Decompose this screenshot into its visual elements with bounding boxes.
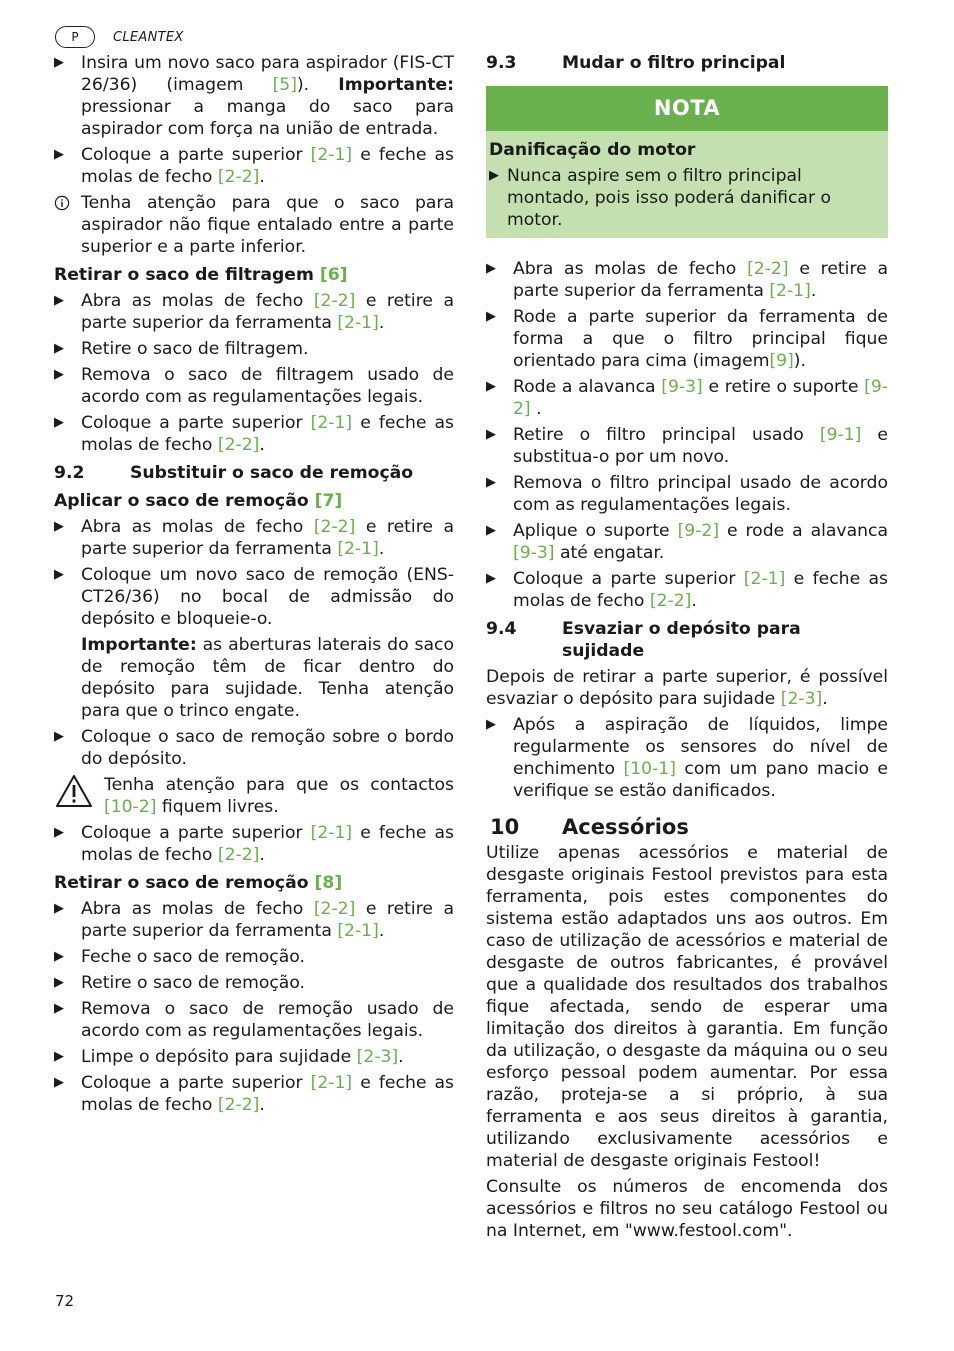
instruction-step xyxy=(54,1072,454,1116)
bullet-arrow-icon: ▶ xyxy=(486,571,496,586)
page-header xyxy=(55,25,184,49)
figure-reference: [2-2] xyxy=(313,899,356,919)
text-run: Retire o filtro principal usado xyxy=(513,425,820,445)
right-column xyxy=(486,52,888,1246)
text-run: ). xyxy=(296,75,339,95)
instruction-step xyxy=(486,568,888,612)
instruction-text xyxy=(81,339,308,359)
bullet-arrow-icon: ▶ xyxy=(54,1001,64,1016)
text-run: e retire o suporte xyxy=(702,377,865,397)
instruction-step xyxy=(486,714,888,802)
bullet-arrow-icon: ▶ xyxy=(54,55,64,70)
instruction-step xyxy=(54,564,454,630)
subheading-remove-filter-bag: Retirar o saco de filtragem [6] xyxy=(54,265,348,285)
apply-disposal-bag-steps-b xyxy=(54,726,454,770)
instruction-text xyxy=(81,53,454,139)
remove-disposal-bag-steps xyxy=(54,898,454,1116)
instruction-step xyxy=(54,52,454,140)
text-run: e substitua-o por um novo. xyxy=(513,425,888,467)
figure-reference: [2-2] xyxy=(649,591,692,611)
instruction-text xyxy=(513,259,888,301)
text-run: . xyxy=(259,845,265,865)
warning-note xyxy=(54,774,454,818)
bullet-arrow-icon: ▶ xyxy=(54,367,64,382)
text-run: Coloque a parte superior xyxy=(513,569,744,589)
bullet-arrow-icon: ▶ xyxy=(486,379,496,394)
text-run: Coloque um novo saco de remoção (ENS-CT26/36) no bocal de admissão do depósito e bloqueie-o. xyxy=(81,565,454,629)
instruction-text xyxy=(81,565,454,629)
text-run: . xyxy=(398,1047,404,1067)
warning-text xyxy=(104,775,454,817)
page-number: 72 xyxy=(55,1292,75,1310)
text-run: Coloque a parte superior xyxy=(81,413,311,433)
figure-reference: [10-2] xyxy=(104,797,157,817)
instruction-step xyxy=(486,376,888,420)
instruction-step xyxy=(54,290,454,334)
subheading-apply-disposal-bag: Aplicar o saco de remoção [7] xyxy=(54,491,343,511)
figure-reference: [2-1] xyxy=(743,569,786,589)
instruction-step xyxy=(54,822,454,866)
accessories-paragraph-2: Consulte os números de encomenda dos acessórios e filtros no seu catálogo Festool ou na Internet, em "www.festool.com". xyxy=(486,1177,888,1241)
instruction-text xyxy=(513,715,888,801)
bullet-arrow-icon: ▶ xyxy=(54,1075,64,1090)
text-run: Rode a alavanca xyxy=(513,377,662,397)
instruction-text xyxy=(513,521,888,563)
instruction-text xyxy=(81,365,454,407)
instruction-text xyxy=(81,947,305,967)
bullet-arrow-icon: ▶ xyxy=(486,427,496,442)
text-run: Abra as molas de fecho xyxy=(513,259,748,279)
instruction-text xyxy=(81,1047,404,1067)
figure-reference: [2-1] xyxy=(310,1073,353,1093)
nota-label: NOTA xyxy=(486,86,888,131)
important-note: Importante: as aberturas laterais do saco de remoção têm de ficar dentro do depósito para sujidade. Tenha atenção para que o trinco engate. xyxy=(81,635,454,721)
instruction-text xyxy=(81,145,454,187)
figure-reference: [9-1] xyxy=(819,425,862,445)
instruction-text xyxy=(513,569,888,611)
text-run: e retire a parte superior da ferramenta xyxy=(513,259,889,301)
figure-reference: [2-1] xyxy=(310,823,353,843)
figure-reference: [2-1] xyxy=(337,539,379,559)
nota-item: ▶ Nunca aspire sem o filtro principal montado, pois isso poderá danificar o motor. xyxy=(489,166,831,230)
text-run: ). xyxy=(793,351,806,371)
instruction-text xyxy=(81,973,305,993)
instruction-step xyxy=(54,338,454,360)
instruction-step xyxy=(54,144,454,188)
figure-reference: [2-3] xyxy=(356,1047,399,1067)
subheading-remove-disposal-bag: Retirar o saco de remoção [8] xyxy=(54,873,343,893)
section-9-2-heading: 9.2 Substituir o saco de remoção xyxy=(54,463,414,483)
instruction-step xyxy=(486,472,888,516)
text-run: . xyxy=(378,539,385,559)
text-run: com um pano macio e verifique se estão danificados. xyxy=(513,759,889,801)
figure-reference: [2-2] xyxy=(217,1095,260,1115)
text-run: . xyxy=(822,689,828,709)
text-run: e feche as molas de fecho xyxy=(81,1073,454,1115)
text-run: e retire a parte superior da ferramenta xyxy=(81,517,455,559)
section-9-4-heading: 9.4 Esvaziar o depósito para sujidade xyxy=(486,619,801,661)
text-run: . xyxy=(530,399,542,419)
text-run: até engatar. xyxy=(554,543,665,563)
instruction-step xyxy=(54,412,454,456)
instruction-text xyxy=(81,823,454,865)
text-run: . xyxy=(259,1095,265,1115)
text-run: Aplique o suporte xyxy=(513,521,678,541)
text-run: Abra as molas de fecho xyxy=(81,899,314,919)
figure-reference: [2-2] xyxy=(217,435,260,455)
text-run: Remova o filtro principal usado de acordo com as regulamentações legais. xyxy=(513,473,888,515)
bullet-arrow-icon: ▶ xyxy=(54,949,64,964)
chapter-10-heading: 10 Acessórios xyxy=(490,815,689,839)
bullet-arrow-icon: ▶ xyxy=(54,341,64,356)
text-run: e feche as molas de fecho xyxy=(81,823,454,865)
figure-reference: [9-3] xyxy=(661,377,703,397)
text-run: e retire a parte superior da ferramenta xyxy=(81,291,455,333)
text-run: Remova o saco de filtragem usado de acordo com as regulamentações legais. xyxy=(81,365,454,407)
instruction-step xyxy=(54,1046,454,1068)
bullet-arrow-icon: ▶ xyxy=(486,523,496,538)
figure-reference: [2-2] xyxy=(313,291,356,311)
apply-disposal-bag-steps xyxy=(54,516,454,630)
instruction-text xyxy=(513,307,888,371)
bullet-arrow-icon: ▶ xyxy=(486,475,496,490)
text-run: Tenha atenção para que os contactos xyxy=(104,775,454,795)
text-run: e feche as molas de fecho xyxy=(513,569,889,611)
text-run: Após a aspiração de líquidos, limpe regularmente os sensores do nível de enchimento xyxy=(513,715,888,779)
figure-reference: [9-2] xyxy=(677,521,720,541)
text-run: . xyxy=(691,591,697,611)
figure-reference: [2-2] xyxy=(217,167,260,187)
text-run: . xyxy=(259,167,265,187)
instruction-text xyxy=(81,413,454,455)
nota-title: Danificação do motor xyxy=(489,140,696,160)
bullet-arrow-icon: ▶ xyxy=(486,717,496,732)
bullet-arrow-icon: ▶ xyxy=(54,147,64,162)
figure-reference: [2-1] xyxy=(310,145,353,165)
figure-reference: [2-1] xyxy=(310,413,353,433)
instruction-step xyxy=(54,998,454,1042)
bullet-arrow-icon: ▶ xyxy=(54,825,64,840)
text-run: e rode a alavanca xyxy=(719,521,888,541)
bullet-arrow-icon: ▶ xyxy=(54,567,64,582)
instruction-text xyxy=(81,999,454,1041)
text-run: Coloque a parte superior xyxy=(81,823,311,843)
figure-reference: [2-2] xyxy=(217,845,260,865)
bullet-arrow-icon: ▶ xyxy=(54,293,64,308)
nota-box xyxy=(486,86,888,238)
text-run: . xyxy=(378,313,385,333)
instruction-text xyxy=(81,291,454,333)
instruction-text xyxy=(513,425,888,467)
text-run: Rode a parte superior da ferramenta de forma a que o filtro principal fique orientado para cima (imagem xyxy=(513,307,888,371)
section-9-4-steps xyxy=(486,714,888,802)
bullet-arrow-icon: ▶ xyxy=(54,729,64,744)
bullet-arrow-icon: ▶ xyxy=(54,901,64,916)
section-9-3-heading: 9.3 Mudar o filtro principal xyxy=(486,53,786,73)
text-run: Remova o saco de remoção usado de acordo com as regulamentações legais. xyxy=(81,999,454,1041)
figure-reference: [2-2] xyxy=(313,517,356,537)
figure-reference: [2-2] xyxy=(747,259,789,279)
info-note xyxy=(54,192,454,258)
figure-reference: [9-3] xyxy=(513,543,555,563)
instruction-text xyxy=(513,473,888,515)
bullet-arrow-icon: ▶ xyxy=(489,168,499,183)
main-filter-steps xyxy=(486,258,888,612)
bullet-arrow-icon: ▶ xyxy=(54,415,64,430)
text-run: . xyxy=(378,921,385,941)
text-run: Depois de retirar a parte superior, é possível esvaziar o depósito para sujidade xyxy=(486,667,888,709)
warning-icon xyxy=(55,774,93,814)
bullet-arrow-icon: ▶ xyxy=(486,309,496,324)
text-run: . xyxy=(259,435,265,455)
bullet-arrow-icon: ▶ xyxy=(54,1049,64,1064)
text-run: Abra as molas de fecho xyxy=(81,291,314,311)
figure-reference: [5] xyxy=(272,75,297,95)
text-run: e feche as molas de fecho xyxy=(81,413,454,455)
figure-reference: [10-1] xyxy=(623,759,676,779)
text-run: Importante: xyxy=(338,75,454,95)
language-badge: P xyxy=(55,26,95,48)
text-run: Insira um novo saco para aspirador (FIS-CT 26/36) (imagem xyxy=(81,53,454,95)
text-run: pressionar a manga do saco para aspirador com força na união de entrada. xyxy=(81,97,454,139)
text-run: Abra as molas de fecho xyxy=(81,517,314,537)
text-run: Limpe o depósito para sujidade xyxy=(81,1047,357,1067)
text-run: e feche as molas de fecho xyxy=(81,145,454,187)
instruction-step xyxy=(486,306,888,372)
text-run: Feche o saco de remoção. xyxy=(81,947,305,967)
section-9-4-paragraph xyxy=(486,666,888,710)
text-run: Retire o saco de filtragem. xyxy=(81,339,309,359)
bullet-arrow-icon: ▶ xyxy=(486,261,496,276)
text-run: . xyxy=(810,281,817,301)
text-run: fiquem livres. xyxy=(156,797,279,817)
figure-reference: [2-1] xyxy=(769,281,811,301)
figure-reference: [2-1] xyxy=(337,313,379,333)
instruction-step xyxy=(486,520,888,564)
figure-reference: [2-1] xyxy=(337,921,379,941)
info-note-text: Tenha atenção para que o saco para aspirador não fique entalado entre a parte superior e a parte inferior. xyxy=(81,193,454,257)
figure-reference: [2-3] xyxy=(780,689,823,709)
instruction-step xyxy=(486,424,888,468)
instruction-text xyxy=(513,377,888,419)
instruction-step xyxy=(54,364,454,408)
instruction-step xyxy=(54,516,454,560)
left-column xyxy=(54,52,454,1120)
info-icon xyxy=(54,192,74,219)
bullet-arrow-icon: ▶ xyxy=(54,975,64,990)
text-run: e retire a parte superior da ferramenta xyxy=(81,899,455,941)
instruction-text xyxy=(81,727,454,769)
instruction-step xyxy=(54,972,454,994)
text-run: Retire o saco de remoção. xyxy=(81,973,306,993)
instruction-step xyxy=(54,726,454,770)
product-name: CLEANTEX xyxy=(113,29,184,45)
accessories-paragraph-1: Utilize apenas acessórios e material de desgaste originais Festool previstos para esta ferramenta, pois estes componentes do sistema estão adaptados uns aos outros. Em caso de utilização de acessórios e material de desgaste de outros fabricantes, é provável que a qualidade dos resultados dos trabalhos fique afectada, sendo de esperar uma limitação dos direitos à garantia. Em função da utilização, o desgaste da máquina ou o seu esforço pessoal podem aumentar. Por essa razão, proteja-se a si próprio, à sua ferramenta e aos seus direitos à garantia, utilizando exclusivamente acessórios e material de desgaste originais Festool! xyxy=(486,843,888,1171)
instruction-text xyxy=(81,899,454,941)
nota-body xyxy=(486,131,888,238)
text-run: Coloque a parte superior xyxy=(81,1073,311,1093)
remove-filter-bag-steps xyxy=(54,290,454,456)
figure-reference: [9] xyxy=(769,351,794,371)
figure-reference: [9-2] xyxy=(513,377,888,419)
instruction-step xyxy=(54,946,454,968)
instruction-step xyxy=(486,258,888,302)
apply-disposal-bag-steps-c xyxy=(54,822,454,866)
text-run: Coloque o saco de remoção sobre o bordo do depósito. xyxy=(81,727,454,769)
instruction-step xyxy=(54,898,454,942)
text-run: Coloque a parte superior xyxy=(81,145,311,165)
instruction-text xyxy=(81,517,454,559)
intro-steps xyxy=(54,52,454,188)
instruction-text xyxy=(81,1073,454,1115)
bullet-arrow-icon: ▶ xyxy=(54,519,64,534)
